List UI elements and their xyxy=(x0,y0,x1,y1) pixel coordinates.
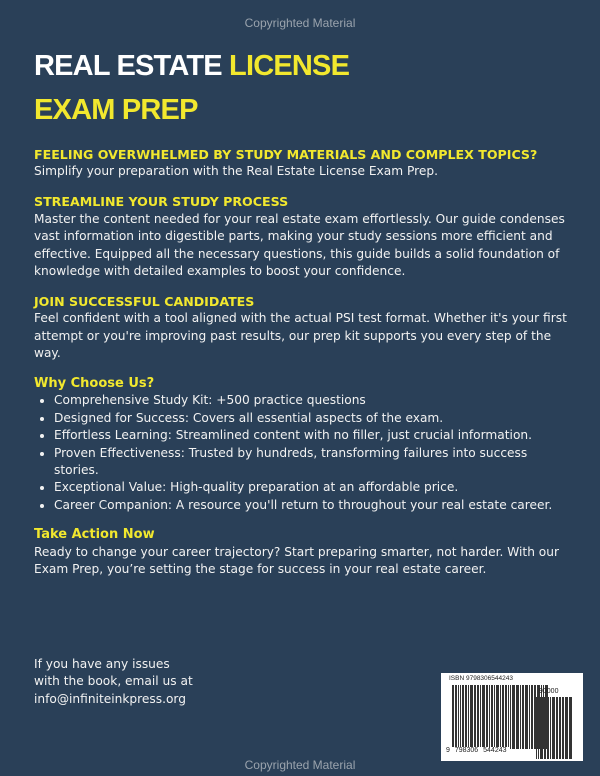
list-item: • Designed for Success: Covers all essential aspects of the exam. xyxy=(54,410,574,427)
barcode-bar xyxy=(525,685,528,749)
list-item: • Effortless Learning: Streamlined content with no filler, just crucial information. xyxy=(54,427,574,444)
barcode-bar xyxy=(516,685,519,749)
barcode-bar xyxy=(480,685,481,749)
isbn-barcode: ISBN 9798306544243 90000 9 798306 544243 xyxy=(441,673,583,761)
barcode-bar xyxy=(565,697,568,759)
barcode-bar xyxy=(496,685,499,749)
contact-info: If you have any issues with the book, email us at info@infiniteinkpress.org xyxy=(34,656,193,708)
barcode-bar xyxy=(544,697,546,759)
section-body: Feel confident with a tool aligned with the actual PSI test format. Whether it's your first attempt or you're improving past results, our prep kit supports you every step of the way. xyxy=(34,311,567,361)
barcode-bar xyxy=(491,685,493,749)
barcode-bar xyxy=(569,697,572,759)
barcode-bar xyxy=(460,685,461,749)
barcode-bar xyxy=(500,685,501,749)
section-heading: STREAMLINE YOUR STUDY PROCESS xyxy=(34,194,289,210)
book-title: REAL ESTATE LICENSE EXAM PREP xyxy=(34,50,350,126)
action-heading: Take Action Now xyxy=(34,527,155,543)
barcode-bar xyxy=(474,685,476,749)
section-heading: FEELING OVERWHELMED BY STUDY MATERIALS AND COMPLEX TOPICS? xyxy=(34,147,538,162)
barcode-bar xyxy=(536,697,537,759)
section-body: Simplify your preparation with the Real Estate License Exam Prep. xyxy=(34,164,438,179)
blurb xyxy=(34,146,574,591)
barcode-bar xyxy=(494,685,495,749)
why-heading: Why Choose Us? xyxy=(34,375,155,391)
barcode-bar xyxy=(559,697,561,759)
action-body: Ready to change your career trajectory? Start preparing smarter, not harder. With our Exam Prep, you’re setting the stage for success in your real estate career. xyxy=(34,544,559,577)
list-item: • Proven Effectiveness: Trusted by hundreds, transforming failures into success stories. xyxy=(54,445,574,480)
barcode-bar xyxy=(552,697,555,759)
barcode-bar xyxy=(510,685,511,749)
addon-bars xyxy=(536,697,572,759)
email-link[interactable]: info@infiniteinkpress.org xyxy=(34,691,186,706)
barcode-bar xyxy=(508,685,509,749)
watermark-top: Copyrighted Material xyxy=(244,16,356,30)
barcode-bar xyxy=(550,697,551,759)
list-item: • Career Companion: A resource you'll return to throughout your real estate career. xyxy=(54,497,574,514)
barcode-bar xyxy=(540,697,543,759)
section-heading: JOIN SUCCESSFUL CANDIDATES xyxy=(34,293,255,309)
barcode-bar xyxy=(547,697,549,759)
barcode-bar xyxy=(556,697,558,759)
barcode-bar xyxy=(502,685,504,749)
barcode-bar xyxy=(465,685,467,749)
barcode-bar xyxy=(455,685,457,749)
barcode-bar xyxy=(489,685,490,749)
barcode-bar xyxy=(522,685,524,749)
why-list xyxy=(34,392,574,514)
list-item: • Exceptional Value: High-quality preparation at an affordable price. xyxy=(54,479,574,496)
barcode-bar xyxy=(520,685,521,749)
watermark-bottom: Copyrighted Material xyxy=(244,758,356,772)
barcode-bar xyxy=(468,685,469,749)
barcode-bar xyxy=(531,685,533,749)
barcode-bar xyxy=(482,685,485,749)
barcode-bars xyxy=(452,685,548,749)
section-body: Master the content needed for your real estate exam effortlessly. Our guide condenses vast information into digestible parts, making your study sessions more efficient and effective. Equipped all the necessary questions, this guide builds a solid foundation of knowledge with detailed examples to boost your confidence. xyxy=(34,211,565,278)
barcode-bar xyxy=(470,685,473,749)
barcode-bar xyxy=(562,697,564,759)
list-item: • Comprehensive Study Kit: +500 practice questions xyxy=(54,392,574,409)
barcode-bar xyxy=(512,685,515,749)
barcode-bar xyxy=(486,685,488,749)
barcode-bar xyxy=(462,685,464,749)
barcode-bar xyxy=(458,685,459,749)
barcode-bar xyxy=(477,685,479,749)
barcode-bar xyxy=(538,697,539,759)
barcode-bar xyxy=(529,685,530,749)
barcode-bar xyxy=(505,685,507,749)
barcode-bar xyxy=(452,685,454,749)
